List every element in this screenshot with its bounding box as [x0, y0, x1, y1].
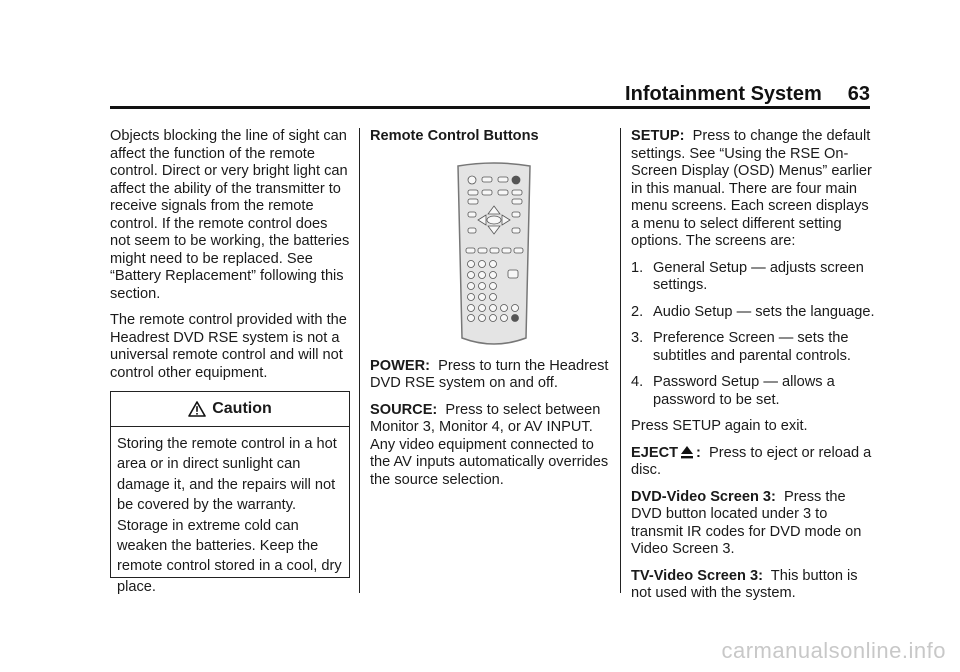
dvd-video-text: Press the DVD button located under 3 to transmit IR codes for DVD mode on Video Screen 3. — [631, 488, 862, 557]
setup-text: Press to change the default settings. See “Using the RSE On-Screen Display (OSD) Menus” earlier in this manual. There are four main menu screens. Each screen displays a menu to select different setting options. The screens are: — [631, 128, 872, 249]
eject-description — [631, 445, 876, 480]
power-text: Press to turn the Headrest DVD RSE system on and off. — [370, 357, 609, 391]
source-description — [370, 402, 610, 490]
press-again-text: Press SETUP again to exit. — [631, 418, 808, 434]
tv-video-text: This button is not used with the system. — [631, 567, 858, 601]
list-item — [631, 260, 876, 295]
list-item-text: General Setup — adjusts screen settings. — [653, 259, 864, 293]
power-label: POWER: — [370, 357, 430, 374]
column-divider-2 — [620, 128, 621, 593]
line-of-sight-paragraph: Objects blocking the line of sight can affect the function of the remote control. Direct or very bright light can affect the ability of the transmitter to receive signals from the remote control. If the remote control does not seem to be working, the batteries might need to be replaced. See “Battery Replacement” following this section. — [110, 128, 350, 302]
remote-control-image — [452, 160, 536, 350]
power-description — [370, 358, 610, 393]
column-2 — [370, 128, 610, 498]
page-number: 63 — [847, 83, 870, 105]
eject-icon — [680, 445, 694, 459]
column-1 — [110, 128, 350, 595]
caution-header — [111, 392, 349, 427]
list-item-text: Audio Setup — sets the language. — [653, 303, 875, 320]
list-item-number: 3. — [631, 330, 644, 346]
tv-video-description — [631, 568, 876, 603]
list-item — [631, 304, 876, 322]
setup-description — [631, 128, 876, 251]
source-label: SOURCE: — [370, 401, 438, 418]
list-item — [631, 374, 876, 409]
universal-remote-paragraph: The remote control provided with the Headrest DVD RSE system is not a universal remote control and will not control other equipment. — [110, 312, 347, 381]
list-item — [631, 330, 876, 365]
list-item-text: Preference Screen — sets the subtitles and parental controls. — [653, 330, 851, 364]
list-item-text: Password Setup — allows a password to be set. — [653, 374, 835, 408]
setup-label: SETUP: — [631, 128, 685, 144]
setup-screens-list — [631, 260, 876, 410]
caution-title: Caution — [212, 400, 272, 418]
source-text: Press to select between Monitor 3, Monitor 4, or AV INPUT. Any video equipment connected to the AV inputs automatically overrides the source selection. — [370, 401, 609, 488]
list-item-number: 2. — [631, 303, 644, 320]
list-item-number: 4. — [631, 374, 644, 390]
warning-triangle-icon — [188, 401, 206, 417]
column-divider-1 — [359, 128, 360, 593]
caution-box — [110, 391, 350, 595]
list-item-number: 1. — [631, 259, 644, 276]
section-title: Infotainment System — [625, 83, 822, 105]
page-header — [110, 80, 870, 106]
eject-text: Press to eject or reload a disc. — [631, 444, 872, 478]
eject-label: EJECT — [631, 444, 679, 461]
watermark: carmanualsonline.info — [721, 638, 946, 663]
remote-control-drawing — [452, 160, 536, 350]
eject-colon: : — [696, 444, 701, 461]
caution-text: Storing the remote control in a hot area or in direct sunlight can damage it, and the repairs will not be covered by the warranty. Storage in extreme cold can weaken the batteries. Keep the remote control stored in a cool, dry place. — [117, 436, 342, 595]
remote-buttons-heading: Remote Control Buttons — [370, 128, 539, 144]
header-rule — [110, 106, 870, 109]
tv-video-label: TV-Video Screen 3: — [631, 567, 763, 584]
column-3 — [631, 128, 876, 612]
dvd-video-label: DVD-Video Screen 3: — [631, 488, 776, 505]
dvd-video-description — [631, 489, 876, 559]
